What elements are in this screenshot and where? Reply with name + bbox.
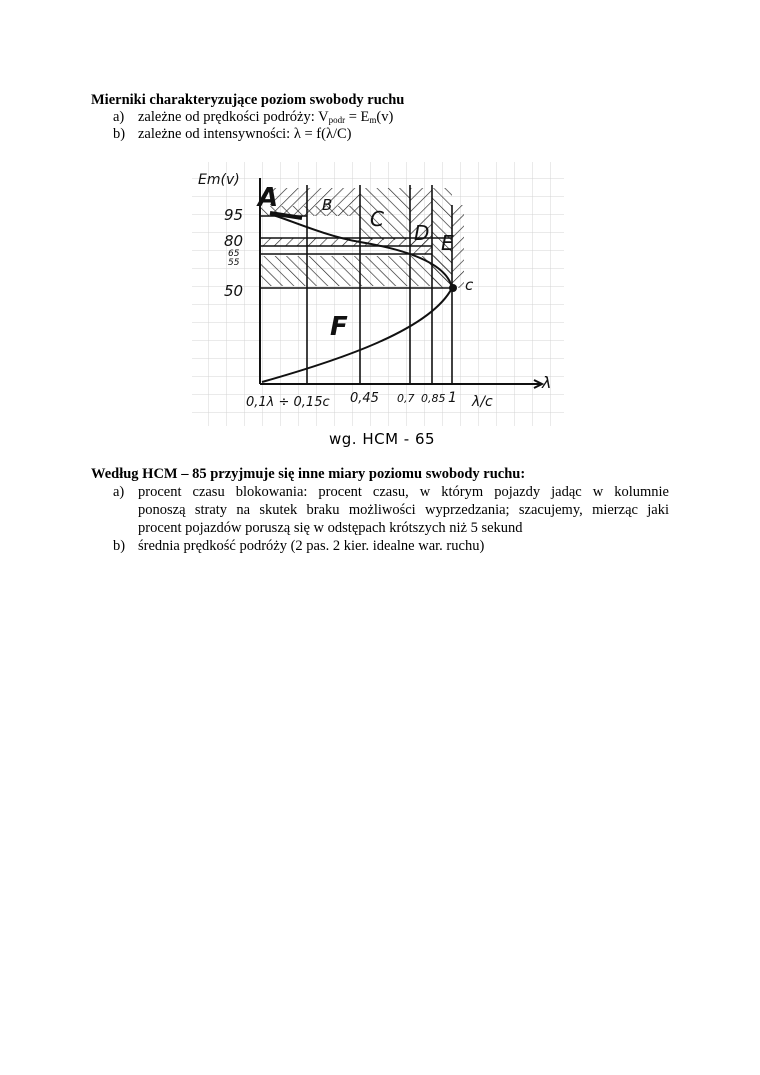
- capacity-point-label: c: [465, 276, 474, 294]
- zone-label-c: C: [370, 207, 384, 231]
- x-tick-label: 0,1λ ÷ 0,15c: [246, 395, 330, 410]
- y-tick-label: 55: [228, 258, 240, 268]
- y-axis-label: Em(v): [198, 172, 240, 188]
- zone-label-a: A: [258, 183, 279, 213]
- x-axis-symbol: λ: [542, 373, 552, 392]
- y-tick-label: 65: [228, 249, 240, 259]
- list-item-text: procent czasu blokowania: procent czasu, w którym pojazdy jadąc w kolumnie: [138, 484, 669, 500]
- x-tick-label: 0,85: [421, 392, 446, 405]
- list-marker: b): [113, 126, 126, 142]
- x-tick-label: λ/c: [472, 394, 493, 410]
- list-item-text: procent pojazdów poruszą się w odstępach krótszych niż 5 sekund: [138, 520, 523, 536]
- list-item-text: zależne od prędkości podróży: $V_{podr} = E_m(v)$: [138, 109, 394, 125]
- zone-label-e: E: [441, 231, 454, 255]
- list-marker: a): [113, 484, 125, 500]
- list-marker: a): [113, 109, 125, 125]
- zone-label-d: D: [414, 221, 430, 245]
- list-item-text: zależne od intensywności: λ = f(λ/C): [138, 126, 352, 142]
- figure-caption: wg. HCM - 65: [329, 430, 436, 448]
- x-tick-label: 0,45: [350, 391, 379, 406]
- y-tick-label: 95: [224, 206, 244, 224]
- list-item-text: ponoszą straty na skutek braku możliwości wyprzedzania; szacujemy, mierząc jaki: [138, 502, 669, 518]
- zone-label-b: B: [322, 196, 333, 214]
- zone-label-f: F: [330, 312, 348, 342]
- y-tick-label: 50: [224, 282, 244, 300]
- x-tick-label: 0,7: [397, 392, 415, 405]
- x-tick-label: 1: [448, 390, 457, 406]
- list-item-text: średnia prędkość podróży (2 pas. 2 kier. idealne war. ruchu): [138, 538, 485, 554]
- capacity-point: [449, 284, 457, 292]
- hcm-diagram: [190, 160, 566, 428]
- list-marker: b): [113, 538, 126, 554]
- y-tick-label: 80: [224, 232, 244, 250]
- section1-title: Mierniki charakteryzujące poziom swobody ruchu: [91, 92, 405, 108]
- section2-title: Według HCM – 85 przyjmuje się inne miary poziomu swobody ruchu:: [91, 466, 526, 482]
